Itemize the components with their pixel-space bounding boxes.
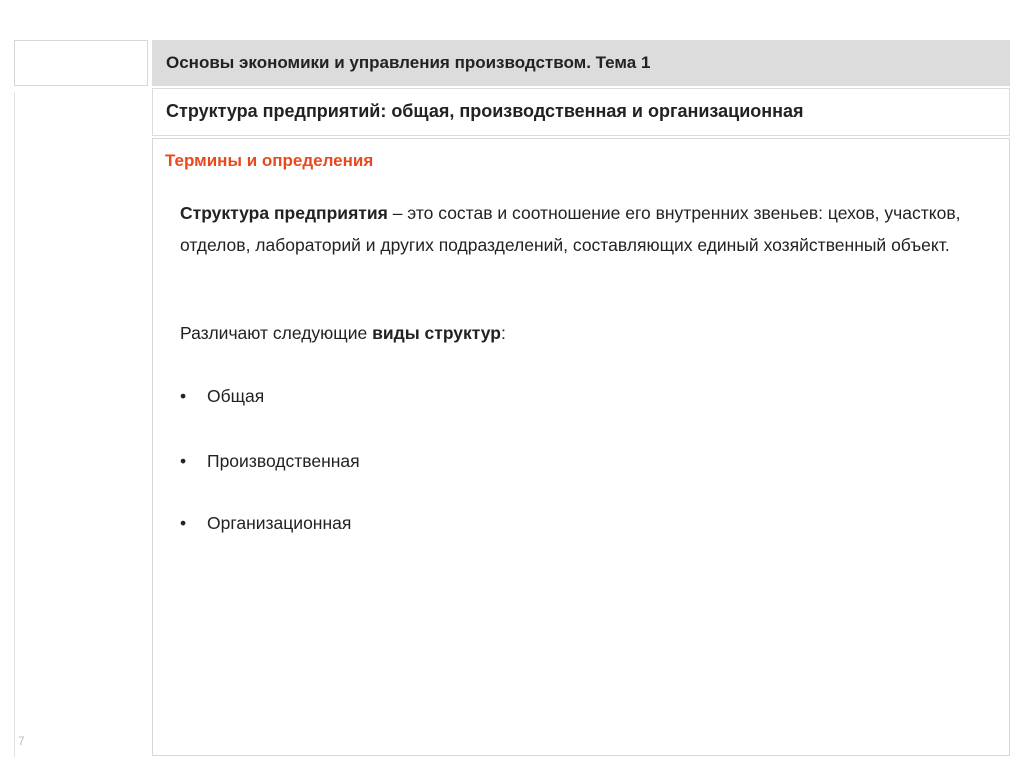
logo-placeholder — [14, 40, 148, 86]
bullet-icon: • — [180, 386, 187, 406]
list-item-label: Общая — [207, 386, 265, 406]
intro-prefix: Различают следующие — [180, 323, 373, 343]
definition-paragraph — [180, 197, 970, 261]
left-divider — [14, 92, 15, 757]
content-box — [152, 138, 1010, 756]
bullet-icon: • — [180, 451, 187, 471]
list-item — [180, 386, 264, 407]
list-item — [180, 451, 360, 472]
definition-text: – это состав и соотношение его внутренних звеньев: цехов, участков, отделов, лабораторий и других подразделений, составляющих единый хозяйственный объект. — [180, 203, 961, 255]
list-item-label: Производственная — [207, 451, 360, 471]
intro-suffix: : — [500, 323, 506, 343]
list-item-label: Организационная — [207, 513, 352, 533]
intro-bold: виды структур — [372, 323, 501, 343]
definition-term: Структура предприятия — [180, 203, 388, 223]
header-title: Основы экономики и управления производством. Тема 1 — [166, 53, 651, 72]
header-bar — [152, 40, 1010, 86]
page-number: 7 — [18, 734, 25, 748]
section-title: Термины и определения — [165, 151, 374, 170]
subtitle-box — [152, 88, 1010, 136]
bullet-icon: • — [180, 513, 187, 533]
list-item — [180, 513, 351, 534]
slide-subtitle: Структура предприятий: общая, производственная и организационная — [166, 101, 804, 121]
intro-paragraph — [180, 323, 506, 344]
